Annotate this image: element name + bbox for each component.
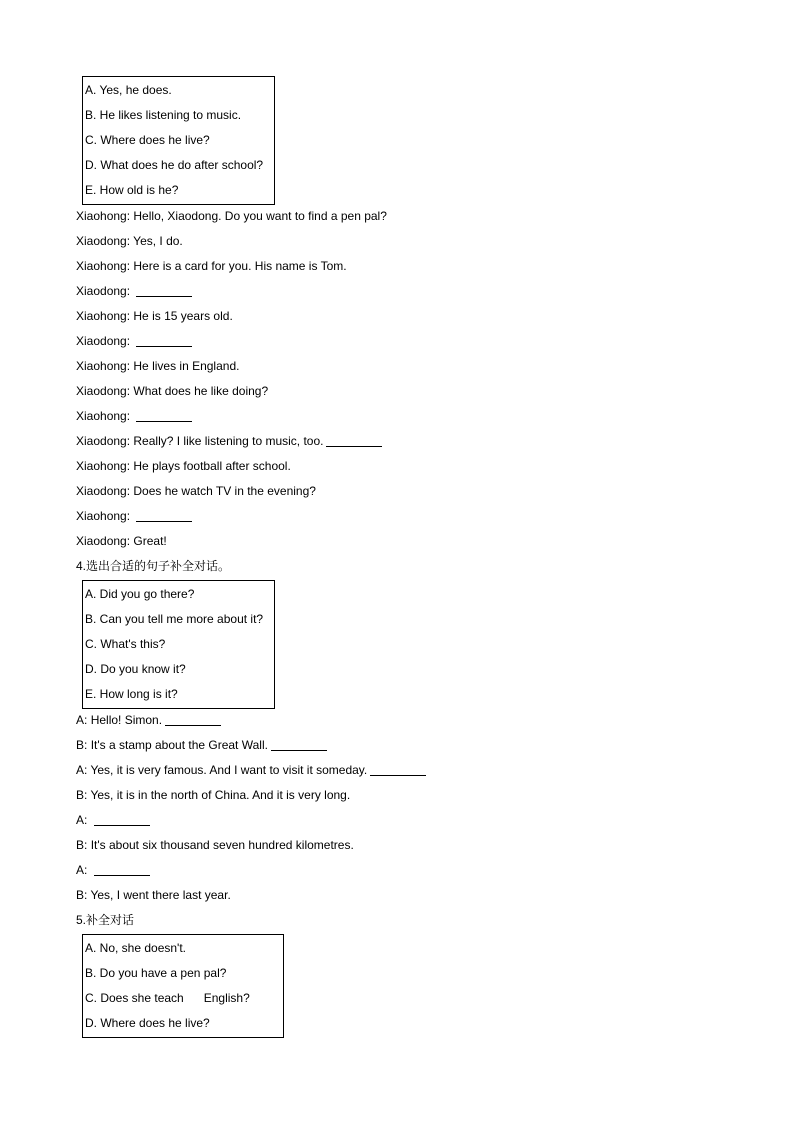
answer-blank[interactable]: [136, 507, 192, 522]
speaker-colon: :: [126, 334, 134, 348]
speaker-label: Xiaohong: [76, 209, 127, 223]
speaker-colon: :: [84, 713, 91, 727]
speaker-label: A: [76, 863, 85, 877]
dialogue-line: [76, 833, 354, 858]
speaker-label: B: [76, 738, 85, 752]
option-a: A. Did you go there?: [85, 587, 195, 601]
option-c: C. Where does he live?: [85, 133, 210, 147]
speaker-label: Xiaohong: [76, 409, 127, 423]
dialogue-line: [76, 379, 268, 404]
speaker-colon: :: [126, 409, 134, 423]
speaker-label: Xiaohong: [76, 259, 127, 273]
answer-blank[interactable]: [370, 761, 426, 776]
speaker-label: Xiaodong: [76, 434, 127, 448]
dialogue-text: Does he watch TV in the evening?: [133, 484, 316, 498]
dialogue-line: [76, 254, 347, 279]
speaker-colon: :: [84, 813, 91, 827]
dialogue-text: Really? I like listening to music, too.: [133, 434, 324, 448]
dialogue-text: It's about six thousand seven hundred kilometres.: [90, 838, 354, 852]
dialogue-line: [76, 808, 150, 833]
speaker-colon: :: [126, 259, 134, 273]
speaker-colon: :: [126, 459, 134, 473]
option-b: B. Can you tell me more about it?: [85, 612, 264, 626]
speaker-colon: :: [126, 234, 134, 248]
option-b: B. Do you have a pen pal?: [85, 966, 227, 980]
dialogue-line: [76, 304, 233, 329]
dialogue-line: [76, 479, 316, 504]
dialogue-line: [76, 279, 192, 304]
speaker-label: Xiaodong: [76, 384, 127, 398]
speaker-colon: :: [126, 209, 134, 223]
dialogue-line: [76, 354, 239, 379]
speaker-label: Xiaohong: [76, 359, 127, 373]
dialogue-text: Hello! Simon.: [90, 713, 163, 727]
option-c: C. What's this?: [85, 637, 166, 651]
speaker-colon: :: [84, 788, 91, 802]
dialogue-line: [76, 329, 192, 354]
option-d: D. What does he do after school?: [85, 158, 264, 172]
option-d: D. Do you know it?: [85, 662, 186, 676]
dialogue-text: It's a stamp about the Great Wall.: [90, 738, 268, 752]
dialogue-line: [76, 783, 350, 808]
speaker-colon: :: [126, 384, 134, 398]
option-b: B. He likes listening to music.: [85, 108, 242, 122]
section4-heading: 4.选出合适的句子补全对话。: [76, 559, 231, 573]
section4-options-box: [82, 580, 275, 709]
answer-blank[interactable]: [326, 432, 382, 447]
dialogue-text: What does he like doing?: [133, 384, 269, 398]
speaker-colon: :: [126, 509, 134, 523]
speaker-label: Xiaohong: [76, 459, 127, 473]
dialogue-text: Yes, it is very famous. And I want to visit it someday.: [90, 763, 368, 777]
dialogue-line: [76, 429, 382, 454]
answer-blank[interactable]: [136, 332, 192, 347]
dialogue-text: Hello, Xiaodong. Do you want to find a pen pal?: [133, 209, 387, 223]
answer-blank[interactable]: [94, 861, 150, 876]
answer-blank[interactable]: [165, 711, 221, 726]
section5-heading: 5.补全对话: [76, 913, 135, 927]
speaker-label: Xiaodong: [76, 284, 127, 298]
dialogue-text: Yes, I went there last year.: [90, 888, 231, 902]
speaker-label: Xiaohong: [76, 509, 127, 523]
dialogue-text: Yes, it is in the north of China. And it is very long.: [90, 788, 351, 802]
dialogue-line: [76, 858, 150, 883]
dialogue-line: [76, 229, 183, 254]
section5-options-box: [82, 934, 284, 1038]
speaker-colon: :: [126, 484, 134, 498]
dialogue-line: [76, 504, 192, 529]
option-a: A. Yes, he does.: [85, 83, 172, 97]
dialogue-text: He is 15 years old.: [133, 309, 233, 323]
speaker-colon: :: [126, 434, 134, 448]
dialogue-text: Here is a card for you. His name is Tom.: [133, 259, 347, 273]
dialogue-line: [76, 529, 167, 554]
dialogue-text: He plays football after school.: [133, 459, 291, 473]
speaker-colon: :: [84, 763, 91, 777]
dialogue-line: [76, 404, 192, 429]
speaker-colon: :: [126, 534, 134, 548]
speaker-colon: :: [84, 838, 91, 852]
speaker-label: A: [76, 813, 85, 827]
speaker-label: B: [76, 788, 85, 802]
speaker-label: B: [76, 838, 85, 852]
speaker-label: B: [76, 888, 85, 902]
option-e: E. How long is it?: [85, 687, 178, 701]
option-d: D. Where does he live?: [85, 1016, 210, 1030]
option-c: C. Does she teach English?: [85, 991, 250, 1005]
dialogue-line: [76, 204, 387, 229]
speaker-colon: :: [126, 359, 134, 373]
dialogue-text: He lives in England.: [133, 359, 240, 373]
speaker-colon: :: [84, 863, 91, 877]
dialogue-text: Great!: [133, 534, 167, 548]
dialogue-text: Yes, I do.: [133, 234, 183, 248]
dialogue-line: [76, 733, 327, 758]
option-a: A. No, she doesn't.: [85, 941, 187, 955]
dialogue-line: [76, 883, 231, 908]
answer-blank[interactable]: [136, 407, 192, 422]
speaker-label: Xiaodong: [76, 334, 127, 348]
speaker-label: Xiaodong: [76, 234, 127, 248]
speaker-colon: :: [126, 284, 134, 298]
option-e: E. How old is he?: [85, 183, 179, 197]
speaker-label: Xiaohong: [76, 309, 127, 323]
section3-options-box: [82, 76, 275, 205]
answer-blank[interactable]: [136, 282, 192, 297]
answer-blank[interactable]: [271, 736, 327, 751]
speaker-label: A: [76, 713, 85, 727]
speaker-colon: :: [84, 888, 91, 902]
speaker-colon: :: [84, 738, 91, 752]
dialogue-line: [76, 708, 221, 733]
speaker-label: Xiaodong: [76, 534, 127, 548]
answer-blank[interactable]: [94, 811, 150, 826]
dialogue-line: [76, 758, 426, 783]
dialogue-line: [76, 454, 291, 479]
speaker-label: A: [76, 763, 85, 777]
speaker-colon: :: [126, 309, 134, 323]
speaker-label: Xiaodong: [76, 484, 127, 498]
